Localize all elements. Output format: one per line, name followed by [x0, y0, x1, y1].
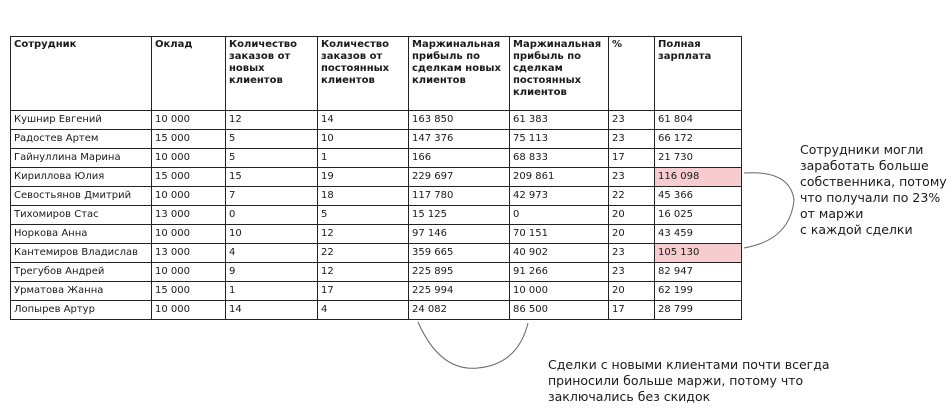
- table-cell: 28 799: [655, 301, 742, 320]
- table-cell: 5: [318, 206, 409, 225]
- table-cell: 10 000: [152, 225, 226, 244]
- employee-name-cell: Радостев Артем: [11, 130, 152, 149]
- table-cell: 68 833: [510, 149, 609, 168]
- salary-table: [10, 36, 742, 320]
- table-header-row: [11, 37, 742, 111]
- table-cell: 45 366: [655, 187, 742, 206]
- column-header: Маржинальная прибыль по сделкам постоянных клиентов: [510, 37, 609, 111]
- table-cell: 9: [226, 263, 318, 282]
- annotation-right-line: с каждой сделки: [800, 222, 913, 237]
- table-row: [11, 282, 742, 301]
- table-cell: 14: [226, 301, 318, 320]
- table-cell: 10 000: [510, 282, 609, 301]
- employee-name-cell: Тихомиров Стас: [11, 206, 152, 225]
- table-cell: 19: [318, 168, 409, 187]
- column-header: Количество заказов от постоянных клиентов: [318, 37, 409, 111]
- annotation-right-line: собственника, потому: [800, 174, 947, 189]
- employee-name-cell: Лопырев Артур: [11, 301, 152, 320]
- table-cell: 21 730: [655, 149, 742, 168]
- annotation-bottom: [548, 357, 830, 405]
- table-cell: 23: [609, 168, 655, 187]
- table-cell: 105 130: [655, 244, 742, 263]
- table-row: [11, 149, 742, 168]
- employee-name-cell: Норкова Анна: [11, 225, 152, 244]
- table-cell: 17: [609, 301, 655, 320]
- table-cell: 23: [609, 130, 655, 149]
- table-row: [11, 225, 742, 244]
- table-cell: 10: [226, 225, 318, 244]
- annotation-right-line: Сотрудники могли: [800, 142, 924, 157]
- table-cell: 0: [510, 206, 609, 225]
- table-cell: 12: [318, 225, 409, 244]
- table-cell: 17: [609, 149, 655, 168]
- table-cell: 75 113: [510, 130, 609, 149]
- column-header: Сотрудник: [11, 37, 152, 111]
- table-cell: 22: [609, 187, 655, 206]
- table-cell: 4: [318, 301, 409, 320]
- annotation-right-line: от маржи: [800, 206, 864, 221]
- table-cell: 5: [226, 130, 318, 149]
- column-header: Полная зарплата: [655, 37, 742, 111]
- table-cell: 10 000: [152, 187, 226, 206]
- table-cell: 20: [609, 225, 655, 244]
- table-cell: 61 804: [655, 111, 742, 130]
- table-cell: 20: [609, 206, 655, 225]
- table-cell: 66 172: [655, 130, 742, 149]
- table-cell: 91 266: [510, 263, 609, 282]
- table-cell: 17: [318, 282, 409, 301]
- table-cell: 16 025: [655, 206, 742, 225]
- employee-name-cell: Кантемиров Владислав: [11, 244, 152, 263]
- table-cell: 12: [318, 263, 409, 282]
- table-cell: 0: [226, 206, 318, 225]
- table-cell: 18: [318, 187, 409, 206]
- table-row: [11, 130, 742, 149]
- table-cell: 1: [226, 282, 318, 301]
- table-row: [11, 168, 742, 187]
- table-cell: 7: [226, 187, 318, 206]
- connector-bottom-bracket: [418, 322, 528, 368]
- table-cell: 359 665: [409, 244, 510, 263]
- table-row: [11, 301, 742, 320]
- column-header: Маржинальная прибыль по сделкам новых клиентов: [409, 37, 510, 111]
- table-cell: 15 000: [152, 282, 226, 301]
- table-cell: 13 000: [152, 244, 226, 263]
- table-row: [11, 187, 742, 206]
- table-cell: 1: [318, 149, 409, 168]
- annotation-bottom-line: приносили больше маржи, потому что: [548, 373, 804, 388]
- table-cell: 23: [609, 111, 655, 130]
- table-body: [11, 111, 742, 320]
- table-cell: 24 082: [409, 301, 510, 320]
- table-cell: 10 000: [152, 149, 226, 168]
- column-header: %: [609, 37, 655, 111]
- employee-name-cell: Урматова Жанна: [11, 282, 152, 301]
- table-cell: 229 697: [409, 168, 510, 187]
- table-cell: 62 199: [655, 282, 742, 301]
- table-cell: 15 000: [152, 168, 226, 187]
- employee-name-cell: Севостьянов Дмитрий: [11, 187, 152, 206]
- column-header: Количество заказов от новых клиентов: [226, 37, 318, 111]
- table-cell: 13 000: [152, 206, 226, 225]
- table-cell: 23: [609, 263, 655, 282]
- table-cell: 14: [318, 111, 409, 130]
- employee-name-cell: Кириллова Юлия: [11, 168, 152, 187]
- annotation-right-line: что получали по 23%: [800, 190, 941, 205]
- table-cell: 147 376: [409, 130, 510, 149]
- table-row: [11, 206, 742, 225]
- table-cell: 43 459: [655, 225, 742, 244]
- table-cell: 20: [609, 282, 655, 301]
- column-header: Оклад: [152, 37, 226, 111]
- annotation-right: [800, 142, 947, 238]
- table-row: [11, 111, 742, 130]
- employee-name-cell: Трегубов Андрей: [11, 263, 152, 282]
- table-cell: 209 861: [510, 168, 609, 187]
- connector-right-bracket: [744, 173, 794, 248]
- table-cell: 15 000: [152, 130, 226, 149]
- table-cell: 70 151: [510, 225, 609, 244]
- annotation-bottom-line: Сделки с новыми клиентами почти всегда: [548, 357, 830, 372]
- table-cell: 163 850: [409, 111, 510, 130]
- annotation-bottom-line: заключались без скидок: [548, 389, 711, 404]
- table-cell: 40 902: [510, 244, 609, 263]
- table-cell: 97 146: [409, 225, 510, 244]
- employee-name-cell: Гайнуллина Марина: [11, 149, 152, 168]
- annotation-right-line: заработать больше: [800, 158, 929, 173]
- table-cell: 86 500: [510, 301, 609, 320]
- table-cell: 12: [226, 111, 318, 130]
- table-cell: 166: [409, 149, 510, 168]
- table-cell: 225 994: [409, 282, 510, 301]
- table-row: [11, 263, 742, 282]
- table-cell: 4: [226, 244, 318, 263]
- table-cell: 117 780: [409, 187, 510, 206]
- table-cell: 42 973: [510, 187, 609, 206]
- table-cell: 15: [226, 168, 318, 187]
- table-cell: 116 098: [655, 168, 742, 187]
- table-cell: 5: [226, 149, 318, 168]
- employee-name-cell: Кушнир Евгений: [11, 111, 152, 130]
- table-cell: 10 000: [152, 301, 226, 320]
- table-row: [11, 244, 742, 263]
- table-cell: 22: [318, 244, 409, 263]
- table-cell: 23: [609, 244, 655, 263]
- table-cell: 225 895: [409, 263, 510, 282]
- table-cell: 10: [318, 130, 409, 149]
- table-cell: 15 125: [409, 206, 510, 225]
- table-cell: 82 947: [655, 263, 742, 282]
- table-cell: 61 383: [510, 111, 609, 130]
- table-cell: 10 000: [152, 111, 226, 130]
- table-cell: 10 000: [152, 263, 226, 282]
